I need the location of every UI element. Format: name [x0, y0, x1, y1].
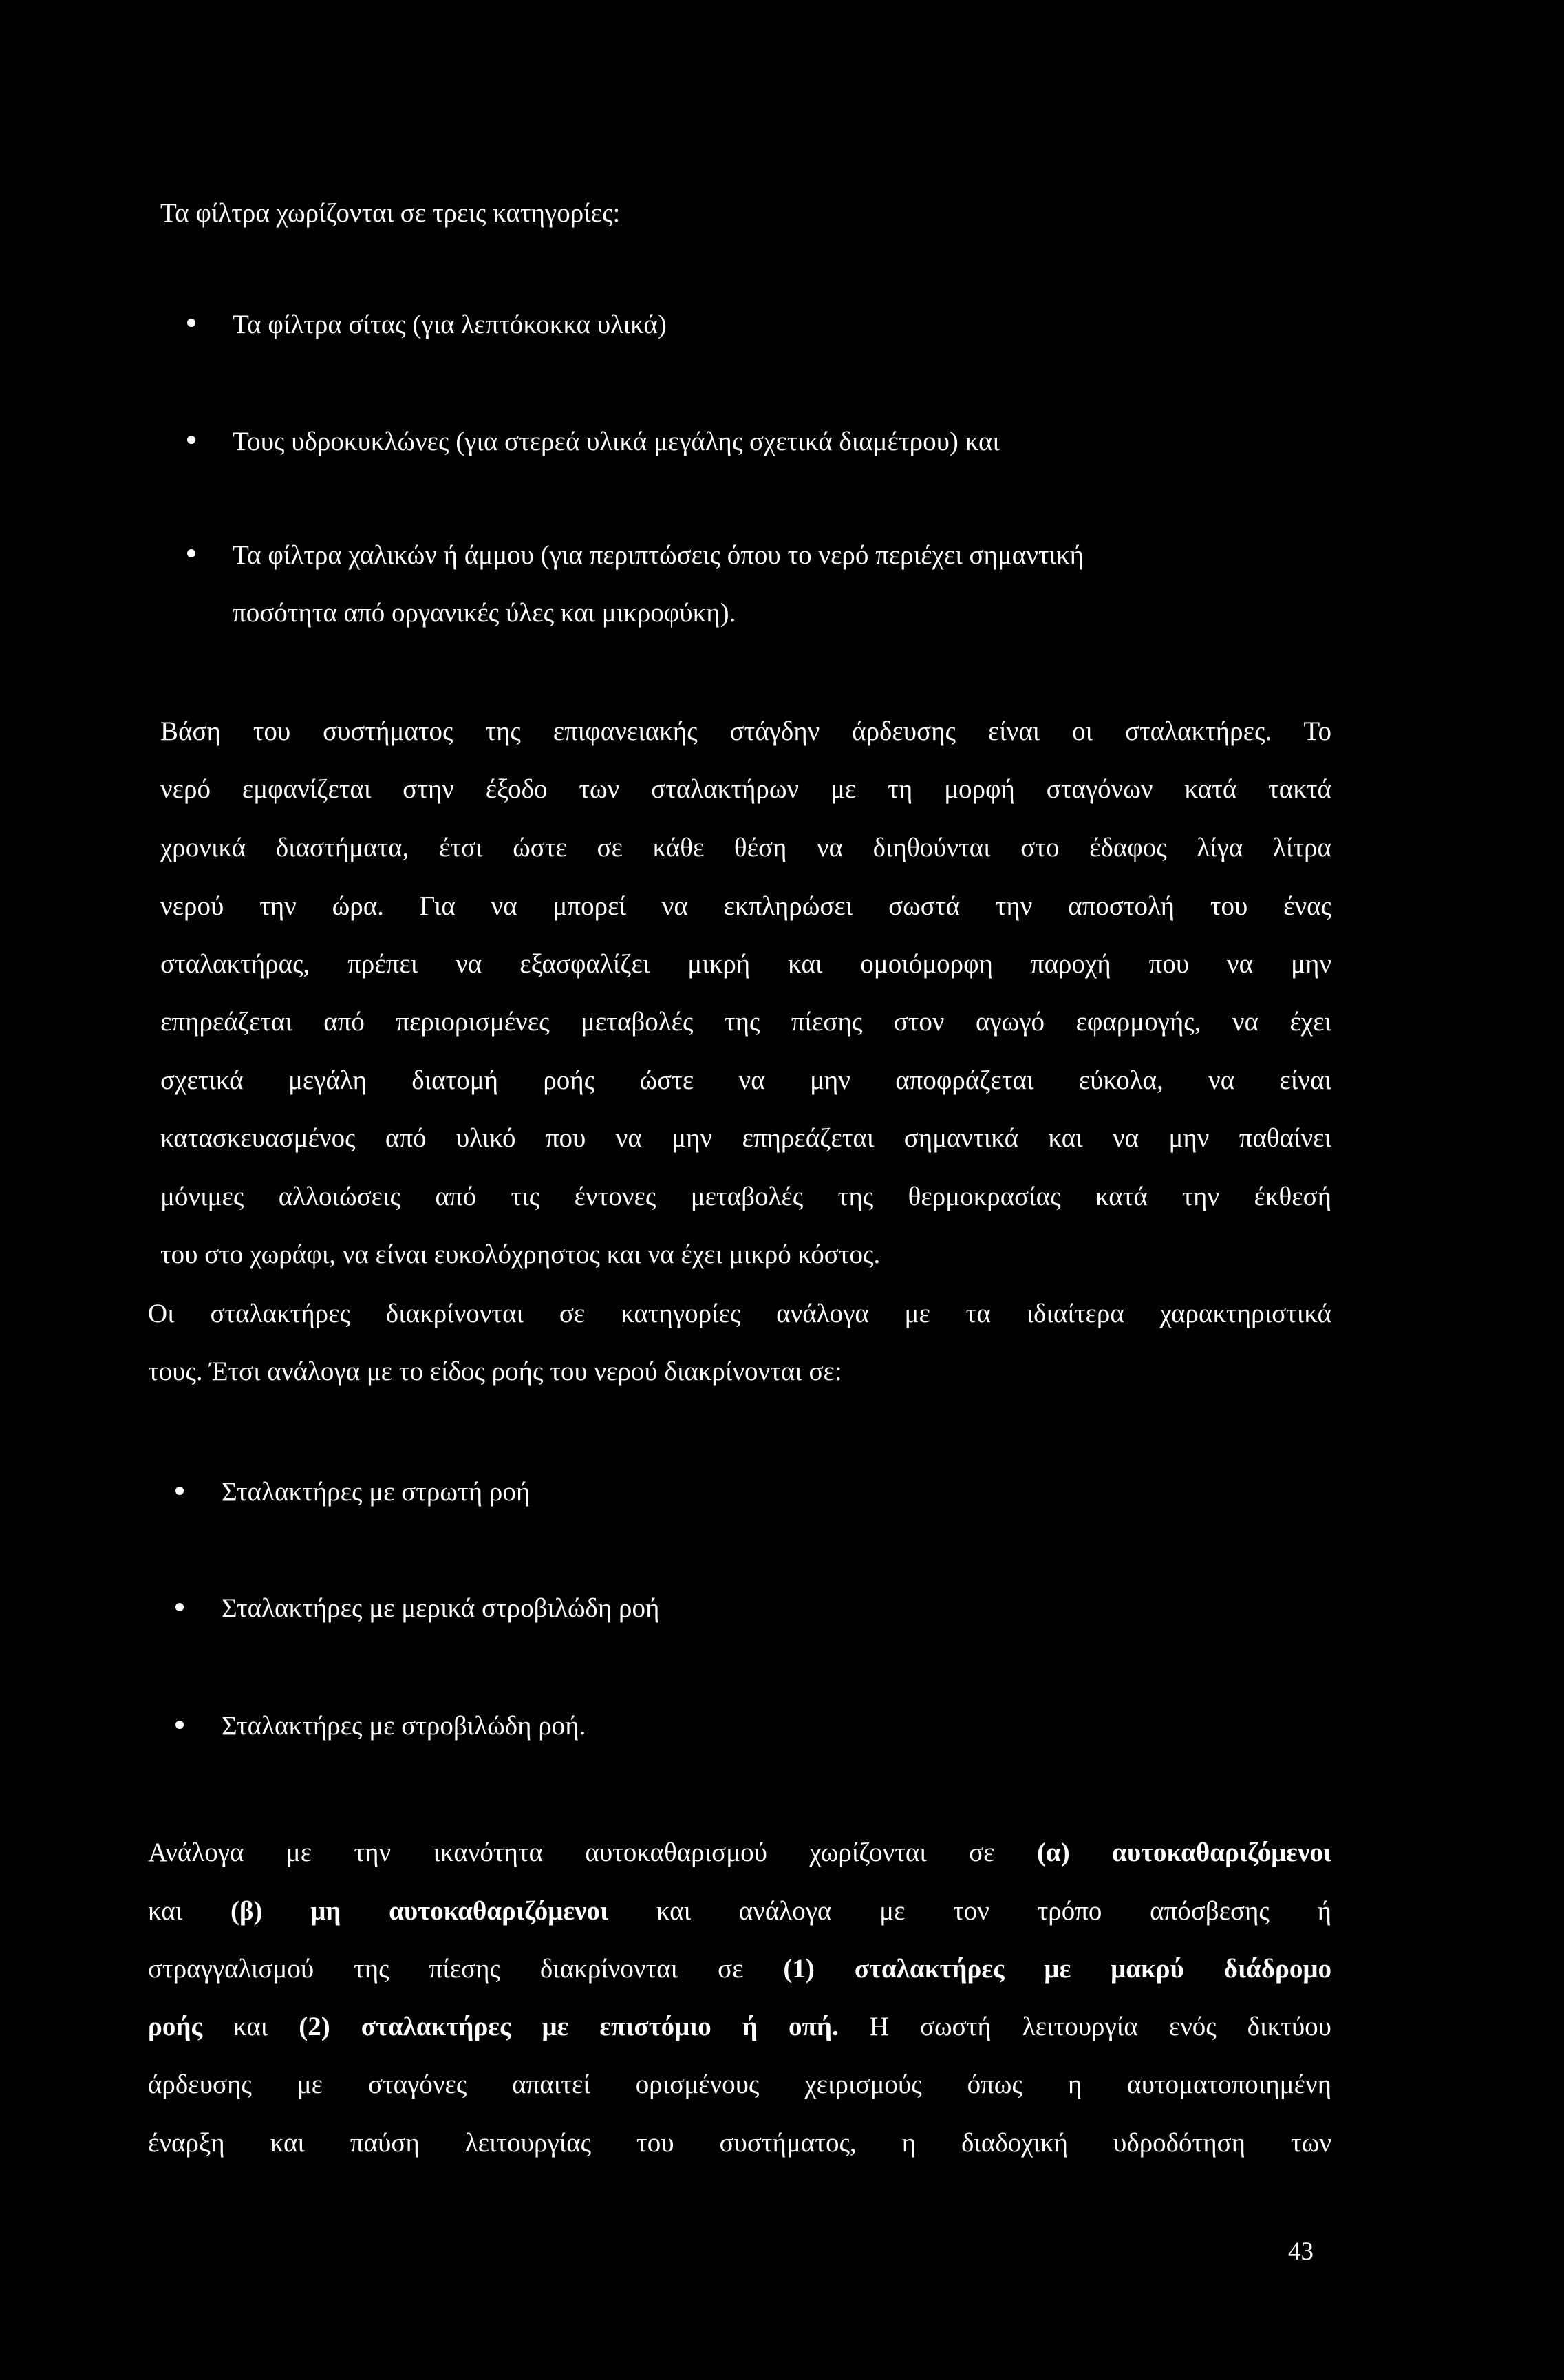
paragraph-line: χρονικά διαστήματα, έτσι ώστε σε κάθε θέση να διηθούνται στο έδαφος λίγα λίτρα: [160, 833, 1331, 862]
paragraph-line: Οι σταλακτήρες διακρίνονται σε κατηγορίες ανάλογα με τα ιδιαίτερα χαρακτηριστικά: [148, 1299, 1331, 1328]
flow-item-1: Σταλακτήρες με στρωτή ροή: [222, 1477, 531, 1507]
text-segment: στραγγαλισμού της πίεσης διακρίνονται σε: [148, 1954, 784, 1984]
paragraph-line: [148, 1955, 1331, 1982]
bullet-icon: [187, 319, 195, 327]
bullet-icon: [187, 436, 195, 444]
bold-term: (β) μη αυτοκαθαριζόμενοι: [230, 1896, 609, 1926]
paragraph-line: σταλακτήρας, πρέπει να εξασφαλίζει μικρή και ομοιόμορφη παροχή που να μην: [160, 949, 1331, 979]
filter-item-1: Τα φίλτρα σίτας (για λεπτόκοκκα υλικά): [233, 310, 667, 339]
bullet-icon: [187, 549, 195, 557]
text-segment: Η σωστή λειτουργία ενός δικτύου: [838, 2012, 1331, 2041]
text-segment: και ανάλογα με τον τρόπο απόσβεσης ή: [608, 1896, 1331, 1926]
paragraph-line: [148, 1898, 1331, 1924]
intro-text: Τα φίλτρα χωρίζονται σε τρεις κατηγορίες:: [160, 198, 621, 228]
paragraph-line: νερού την ώρα. Για να μπορεί να εκπληρώσει σωστά την αποστολή του ένας: [160, 891, 1331, 921]
paragraph-line: [148, 2013, 1331, 2040]
bullet-icon: [175, 1721, 184, 1729]
bold-term: ροής: [148, 2012, 202, 2041]
filter-item-3: Τα φίλτρα χαλικών ή άμμου (για περιπτώσεις όπου το νερό περιέχει σημαντική: [233, 540, 1084, 570]
bold-term: (α) αυτοκαθαριζόμενοι: [1036, 1838, 1331, 1867]
paragraph-line: μόνιμες αλλοιώσεις από τις έντονες μεταβολές της θερμοκρασίας κατά την έκθεσή: [160, 1182, 1331, 1211]
text-segment: και: [202, 2012, 299, 2041]
paragraph-line: επηρεάζεται από περιορισμένες μεταβολές της πίεσης στον αγωγό εφαρμογής, να έχει: [160, 1007, 1331, 1037]
flow-item-3: Σταλακτήρες με στροβιλώδη ροή.: [222, 1711, 586, 1741]
page-number: 43: [1288, 2238, 1314, 2266]
paragraph-line: του στο χωράφι, να είναι ευκολόχρηστος και να έχει μικρό κόστος.: [160, 1240, 881, 1269]
paragraph-line: έναρξη και παύση λειτουργίας του συστήματος, η διαδοχική υδροδότηση των: [148, 2128, 1331, 2158]
paragraph-line: [148, 1839, 1331, 1866]
bullet-icon: [175, 1603, 184, 1611]
filter-item-3-cont: ποσότητα από οργανικές ύλες και μικροφύκη).: [233, 598, 736, 628]
paragraph-line: κατασκευασμένος από υλικό που να μην επηρεάζεται σημαντικά και να μην παθαίνει: [160, 1123, 1331, 1153]
paragraph-line: άρδευσης με σταγόνες απαιτεί ορισμένους χειρισμούς όπως η αυτοματοποιημένη: [148, 2070, 1331, 2099]
bold-term: (1) σταλακτήρες με μακρύ διάδρομο: [783, 1954, 1331, 1984]
bullet-icon: [175, 1487, 184, 1495]
paragraph-line: τους. Έτσι ανάλογα με το είδος ροής του νερού διακρίνονται σε:: [148, 1357, 842, 1386]
flow-item-2: Σταλακτήρες με μερικά στροβιλώδη ροή: [222, 1593, 660, 1623]
paragraph-line: νερό εμφανίζεται στην έξοδο των σταλακτήρων με τη μορφή σταγόνων κατά τακτά: [160, 774, 1331, 804]
filter-item-2: Τους υδροκυκλώνες (για στερεά υλικά μεγάλης σχετικά διαμέτρου) και: [233, 427, 1000, 456]
text-segment: Ανάλογα με την ικανότητα αυτοκαθαρισμού χωρίζονται σε: [148, 1838, 1037, 1867]
paragraph-line: Βάση του συστήματος της επιφανειακής στάγδην άρδευσης είναι οι σταλακτήρες. Το: [160, 716, 1331, 746]
text-segment: και: [148, 1896, 231, 1926]
bold-term: (2) σταλακτήρες με επιστόμιο ή οπή.: [299, 2012, 839, 2041]
paragraph-line: σχετικά μεγάλη διατομή ροής ώστε να μην αποφράζεται εύκολα, να είναι: [160, 1065, 1331, 1095]
